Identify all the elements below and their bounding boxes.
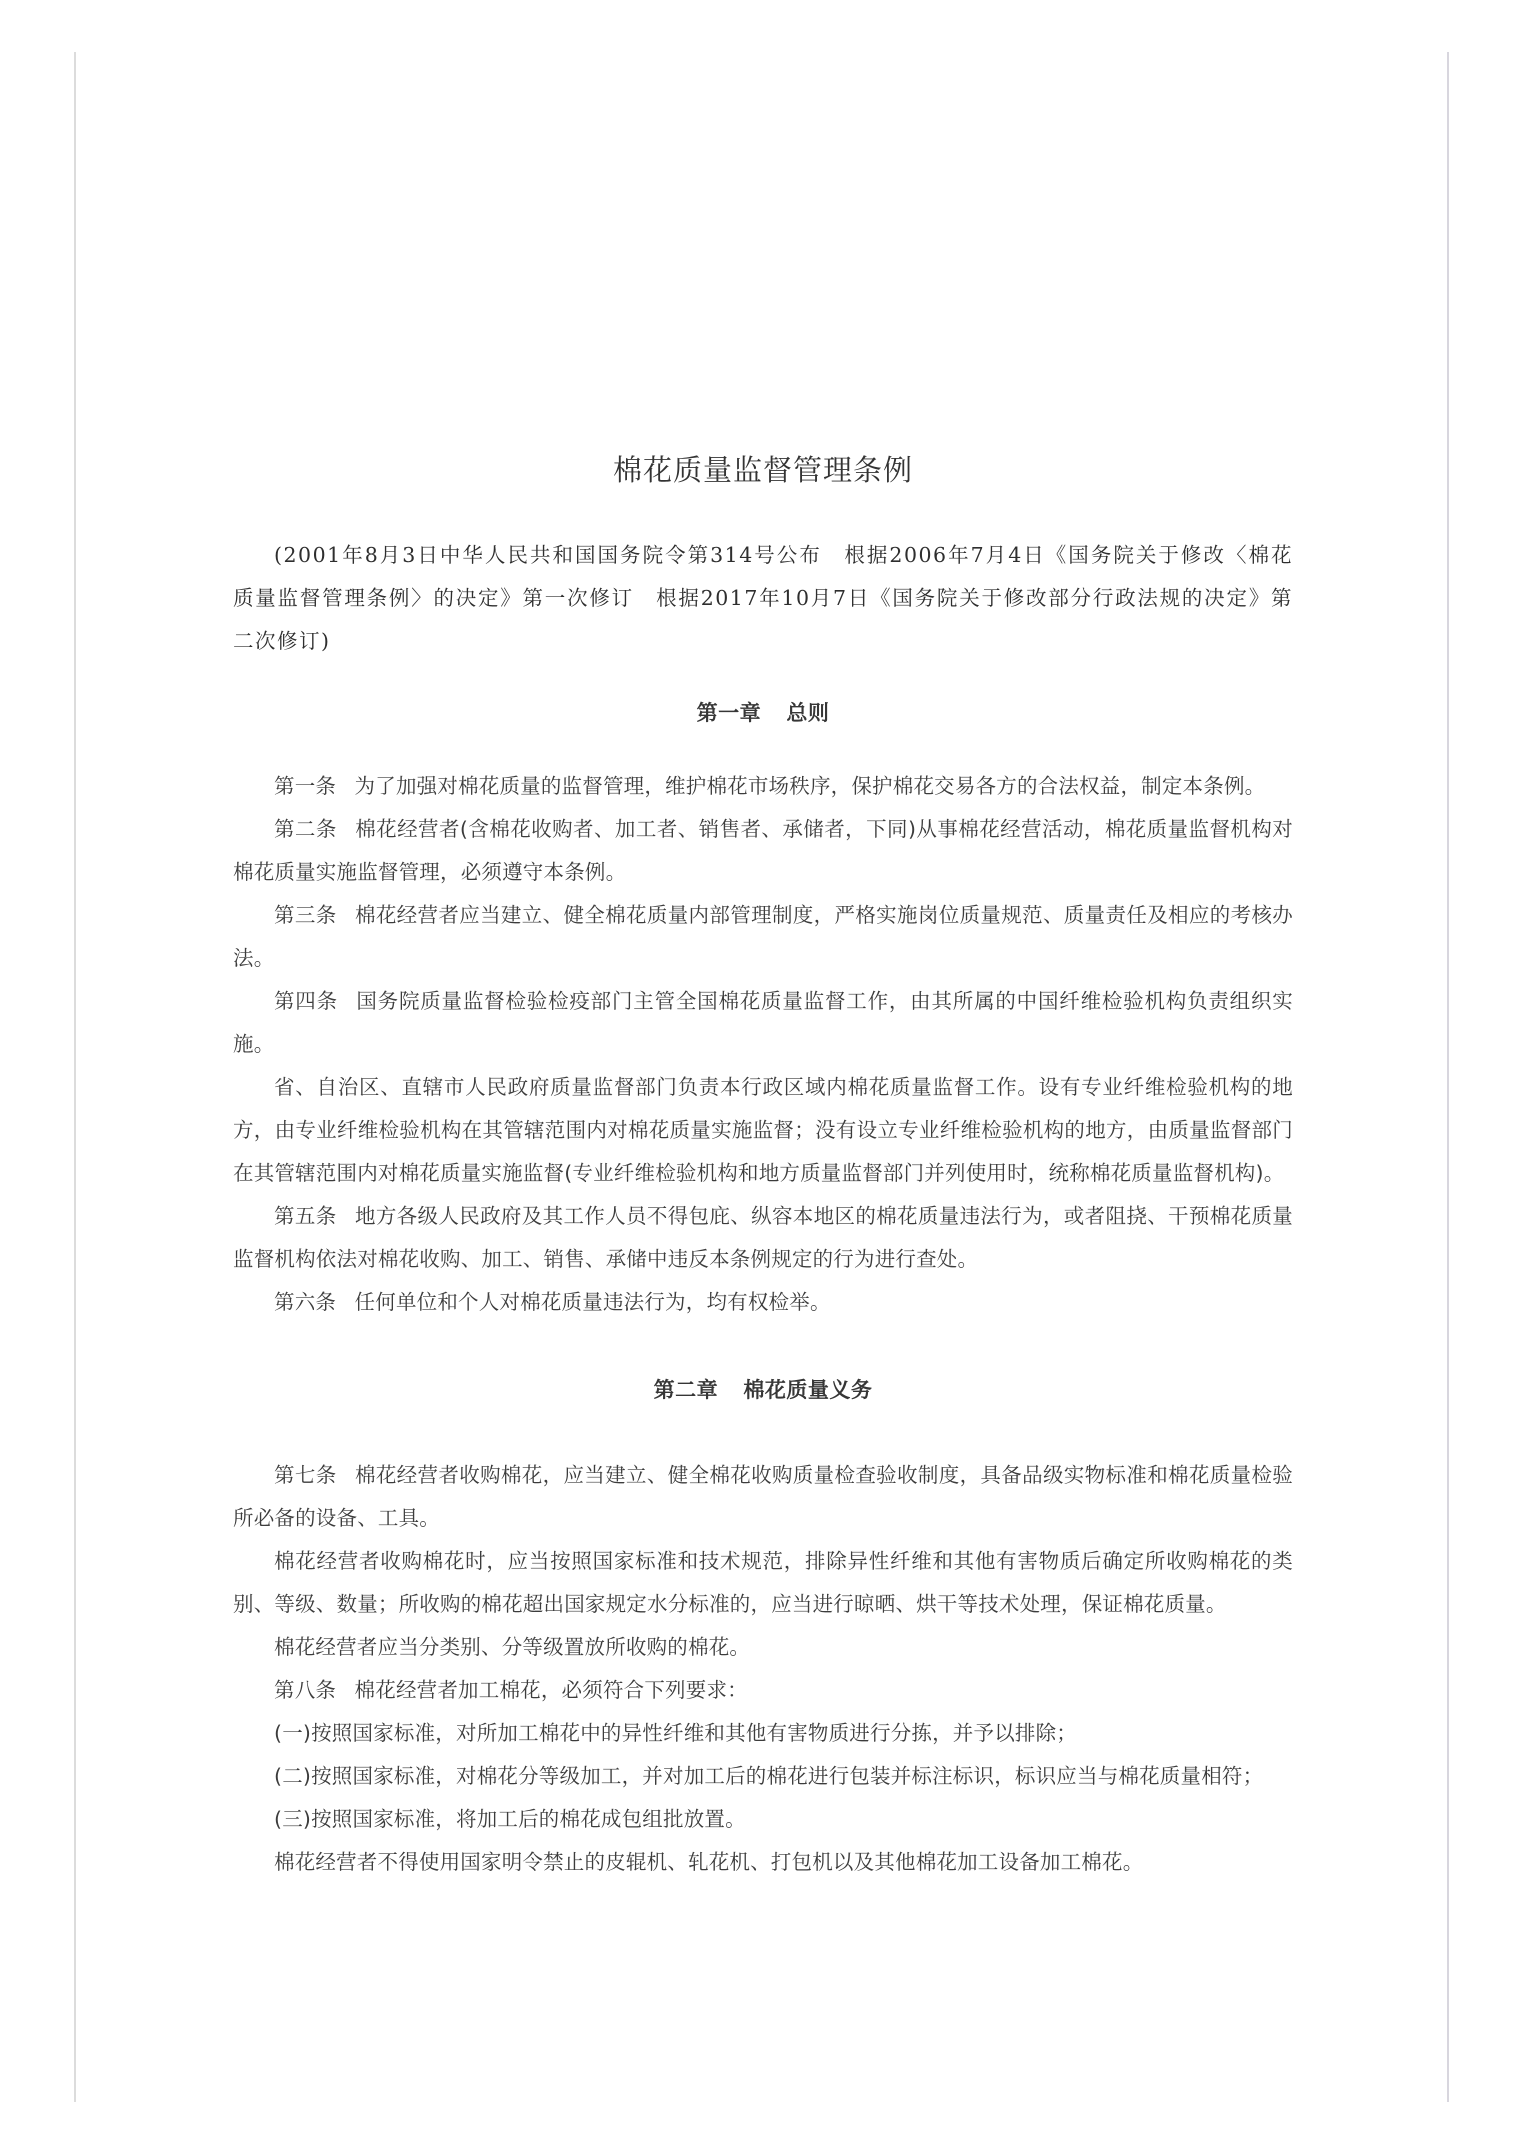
article-number: 第四条 <box>274 989 338 1013</box>
list-item <box>233 1798 1293 1841</box>
article-text: 地方各级人民政府及其工作人员不得包庇、纵容本地区的棉花质量违法行为，或者阻挠、干预棉花质量监督机构依法对棉花收购、加工、销售、承储中违反本条例规定的行为进行查处。 <box>233 1204 1293 1271</box>
article-paragraph <box>233 808 1293 894</box>
article-paragraph <box>233 1841 1293 1884</box>
article-number: 第六条 <box>274 1290 337 1314</box>
article-paragraph <box>233 1626 1293 1669</box>
article-text: 棉花经营者不得使用国家明令禁止的皮辊机、轧花机、打包机以及其他棉花加工设备加工棉花。 <box>274 1850 1144 1874</box>
article-text: (一)按照国家标准，对所加工棉花中的异性纤维和其他有害物质进行分拣，并予以排除； <box>274 1721 1077 1745</box>
chapter-number: 第二章 <box>653 1378 719 1402</box>
article-text: 棉花经营者收购棉花时，应当按照国家标准和技术规范，排除异性纤维和其他有害物质后确定所收购棉花的类别、等级、数量；所收购的棉花超出国家规定水分标准的，应当进行晾晒、烘干等技术处理，保证棉花质量。 <box>233 1549 1293 1616</box>
article-text: 国务院质量监督检验检疫部门主管全国棉花质量监督工作，由其所属的中国纤维检验机构负责组织实施。 <box>233 989 1293 1056</box>
document-title: 棉花质量监督管理条例 <box>612 453 913 487</box>
article-paragraph <box>233 1540 1293 1626</box>
list-item <box>233 1712 1293 1755</box>
document-preamble: (2001年8月3日中华人民共和国国务院令第314号公布 根据2006年7月4日《国务院关于修改〈棉花质量监督管理条例〉的决定》第一次修订 根据2017年10月7日《国务院关于修改部分行政法规的决定》第二次修订) <box>233 543 1293 653</box>
document-page <box>233 448 1293 1884</box>
article-text: 为了加强对棉花质量的监督管理，维护棉花市场秩序，保护棉花交易各方的合法权益，制定本条例。 <box>354 774 1266 798</box>
article-number: 第二条 <box>274 817 337 841</box>
page-left-edge <box>74 52 76 2102</box>
article-text: 省、自治区、直辖市人民政府质量监督部门负责本行政区域内棉花质量监督工作。设有专业纤维检验机构的地方，由专业纤维检验机构在其管辖范围内对棉花质量实施监督；没有设立专业纤维检验机构的地方，由质量监督部门在其管辖范围内对棉花质量实施监督(专业纤维检验机构和地方质量监督部门并列使用时，统称棉花质量监督机构)。 <box>233 1075 1293 1185</box>
article-paragraph <box>233 1454 1293 1540</box>
article-paragraph <box>233 894 1293 980</box>
article-number: 第五条 <box>274 1204 337 1228</box>
page-right-edge <box>1447 52 1449 2102</box>
article-paragraph <box>233 1281 1293 1324</box>
list-item <box>233 1755 1293 1798</box>
article-text: 棉花经营者加工棉花，必须符合下列要求： <box>354 1678 748 1702</box>
article-number: 第一条 <box>274 774 337 798</box>
article-text: (二)按照国家标准，对棉花分等级加工，并对加工后的棉花进行包装并标注标识，标识应当与棉花质量相符； <box>274 1764 1264 1788</box>
article-number: 第八条 <box>274 1678 337 1702</box>
article-text: 任何单位和个人对棉花质量违法行为，均有权检举。 <box>354 1290 831 1314</box>
article-paragraph <box>233 980 1293 1066</box>
chapter-heading-1 <box>233 691 1293 735</box>
chapter-heading-2 <box>233 1368 1293 1412</box>
article-number: 第三条 <box>274 903 337 927</box>
article-paragraph <box>233 1066 1293 1195</box>
article-text: 棉花经营者应当分类别、分等级置放所收购的棉花。 <box>274 1635 751 1659</box>
chapter-name: 总则 <box>786 701 830 725</box>
article-paragraph <box>233 765 1293 808</box>
article-paragraph <box>233 1669 1293 1712</box>
article-text: (三)按照国家标准，将加工后的棉花成包组批放置。 <box>274 1807 746 1831</box>
chapter-number: 第一章 <box>696 701 762 725</box>
article-text: 棉花经营者收购棉花，应当建立、健全棉花收购质量检查验收制度，具备品级实物标准和棉花质量检验所必备的设备、工具。 <box>233 1463 1293 1530</box>
article-number: 第七条 <box>274 1463 337 1487</box>
article-text: 棉花经营者(含棉花收购者、加工者、销售者、承储者，下同)从事棉花经营活动，棉花质量监督机构对棉花质量实施监督管理，必须遵守本条例。 <box>233 817 1293 884</box>
chapter-name: 棉花质量义务 <box>743 1378 873 1402</box>
article-text: 棉花经营者应当建立、健全棉花质量内部管理制度，严格实施岗位质量规范、质量责任及相应的考核办法。 <box>233 903 1293 970</box>
article-paragraph <box>233 1195 1293 1281</box>
